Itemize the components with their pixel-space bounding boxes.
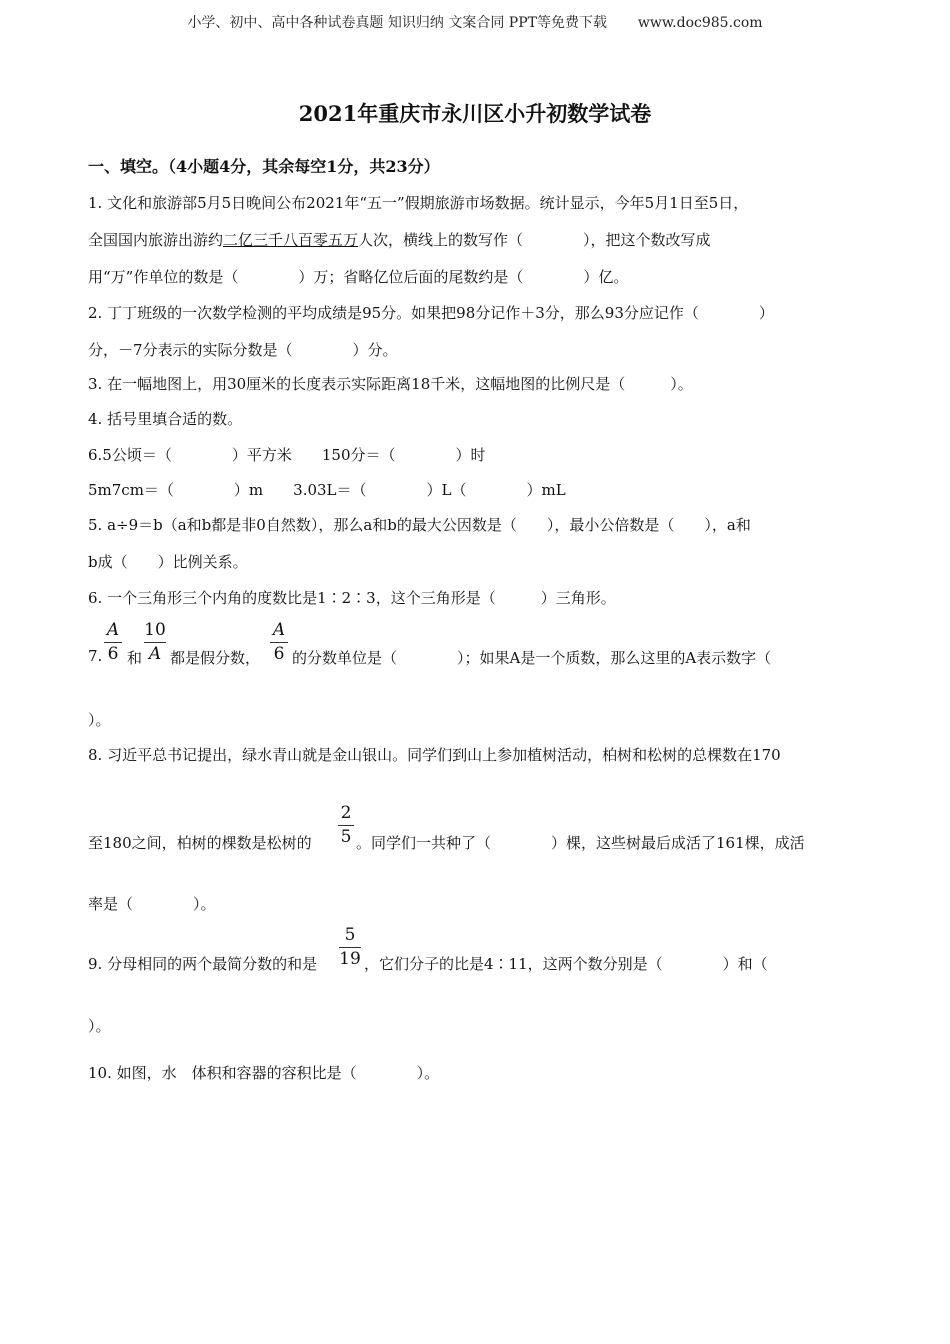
- q7-f3-numerator: A: [272, 620, 286, 640]
- q4-line1: 4. 括号里填合适的数。: [88, 410, 243, 428]
- q1-line2: [88, 229, 711, 250]
- q1-line1: 1. 文化和旅游部5月5日晚间公布2021年“五一”假期旅游市场数据。统计显示，今年5月1日至5日，: [88, 194, 749, 212]
- q9-numerator: 5: [344, 925, 356, 945]
- q8-line2b: 。同学们一共种了（ ）棵，这些树最后成活了161棵，成活: [356, 834, 805, 852]
- q4-line2: 6.5公顷＝（ ）平方米 150分＝（ ）时: [88, 446, 486, 464]
- section-heading: 一、填空。（4小题4分，其余每空1分，共23分）: [88, 157, 440, 176]
- q2-line2: 分，－7分表示的实际分数是（ ）分。: [88, 341, 398, 359]
- q7-f1-numerator: A: [106, 620, 120, 640]
- q7-f2-numerator: 10: [144, 620, 166, 640]
- q8-fraction: [338, 805, 354, 846]
- q7-f2-denominator: A: [148, 644, 162, 664]
- q7-mid: 都是假分数，: [170, 649, 261, 667]
- q7-pre: 7.: [88, 647, 103, 665]
- q1-line2-a: 全国国内旅游出游约: [88, 231, 224, 249]
- q5-line1: 5. a÷9＝b（a和b都是非0自然数），那么a和b的最大公因数是（ ），最小公倍数是（ ），a和: [88, 516, 751, 534]
- q1-line2-b: 人次，横线上的数写作（ ），把这个数改写成: [358, 231, 711, 249]
- q3-line: 3. 在一幅地图上，用30厘米的长度表示实际距离18千米，这幅地图的比例尺是（ ）。: [88, 375, 693, 393]
- q5-line2: b成（ ）比例关系。: [88, 553, 248, 571]
- q4-line3: 5m7cm＝（ ）m 3.03L＝（ ）L（ ）mL: [88, 481, 566, 499]
- q7-fraction-3: [270, 622, 288, 663]
- q7-f3-denominator: 6: [273, 644, 285, 664]
- q9-line1b: ，它们分子的比是4∶11，这两个数分别是（ ）和（: [364, 955, 768, 973]
- q7-f1-denominator: 6: [107, 644, 119, 664]
- q8-line3: 率是（ ）。: [88, 895, 216, 913]
- q8-numerator: 2: [340, 803, 352, 823]
- q10-line: 10. 如图，水 体积和容器的容积比是（ ）。: [88, 1064, 440, 1082]
- page-title: 2021年重庆市永川区小升初数学试卷: [298, 101, 652, 126]
- header-site[interactable]: www.doc985.com: [637, 15, 763, 31]
- q7-fraction-1: [104, 622, 122, 663]
- q1-line3: 用“万”作单位的数是（ ）万；省略亿位后面的尾数约是（ ）亿。: [88, 268, 629, 286]
- q7-line2: ）。: [88, 711, 111, 729]
- q7-fraction-2: [144, 622, 166, 663]
- q9-fraction: [339, 927, 361, 968]
- q6-line: 6. 一个三角形三个内角的度数比是1∶2∶3，这个三角形是（ ）三角形。: [88, 589, 616, 607]
- q2-line1: 2. 丁丁班级的一次数学检测的平均成绩是95分。如果把98分记作＋3分，那么93分应记作（ ）: [88, 304, 774, 322]
- q8-line2a: 至180之间，柏树的棵数是松树的: [88, 834, 312, 852]
- q9-denominator: 19: [339, 949, 361, 969]
- q9-line1a: 9. 分母相同的两个最简分数的和是: [88, 955, 318, 973]
- header-text: 小学、初中、高中各种试卷真题 知识归纳 文案合同 PPT等免费下载: [187, 15, 607, 31]
- q7-rest: 的分数单位是（ ）；如果A是一个质数，那么这里的A表示数字（: [292, 649, 772, 667]
- page-header: [0, 12, 950, 32]
- q8-line1: 8. 习近平总书记提出，绿水青山就是金山银山。同学们到山上参加植树活动，柏树和松树的总棵数在170: [88, 746, 781, 764]
- q7-and: 和: [127, 649, 143, 667]
- q9-line2: ）。: [88, 1017, 111, 1035]
- q1-underlined-number: 二亿三千八百零五万: [223, 231, 359, 249]
- q8-denominator: 5: [340, 827, 352, 847]
